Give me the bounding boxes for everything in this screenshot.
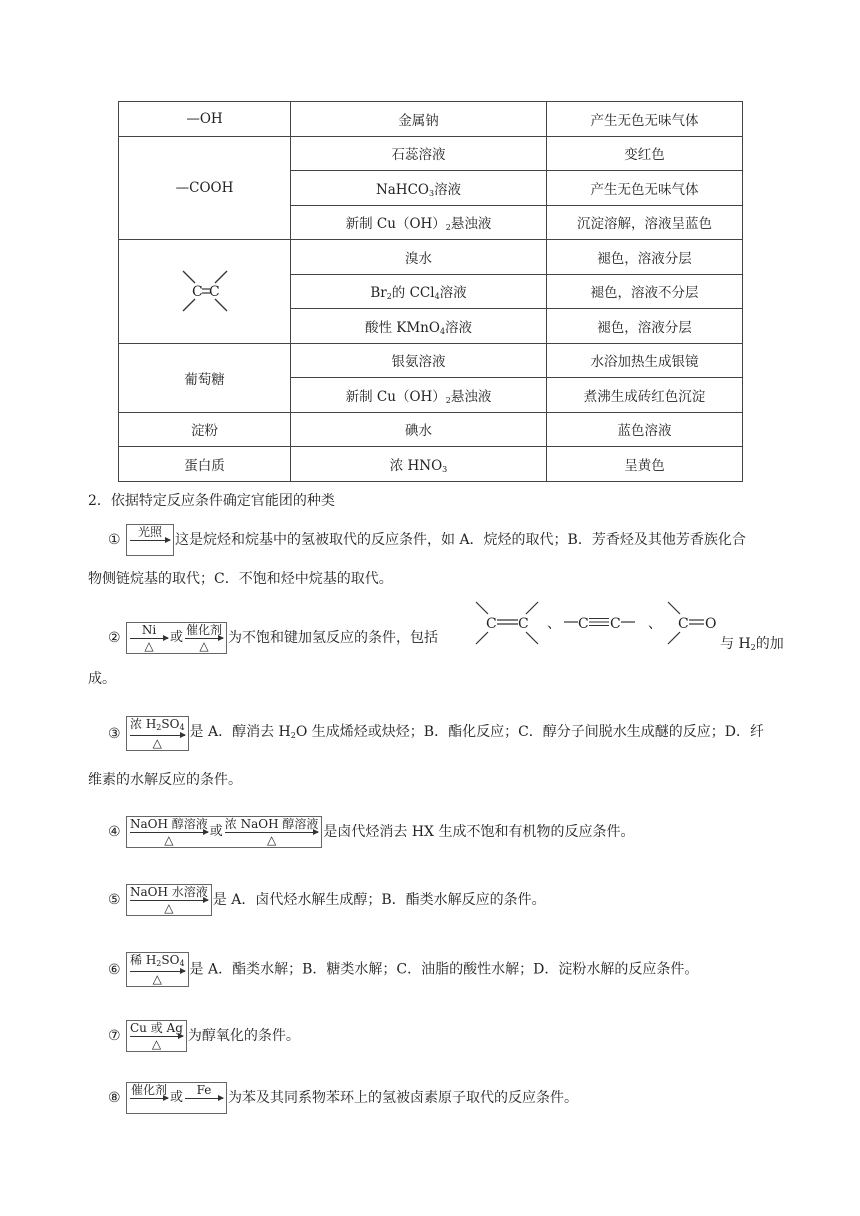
reagent-text: 新制 Cu（OH） xyxy=(345,216,446,233)
reaction-arrow-icon xyxy=(130,718,185,749)
or-text: 或 xyxy=(170,1090,184,1105)
reagent-text: 溶液 xyxy=(445,319,473,336)
reagent-text: 的 CCl xyxy=(391,285,435,302)
svg-text:C: C xyxy=(578,616,589,632)
group-cell-alkene xyxy=(119,240,291,344)
arrow-below-text: △ xyxy=(199,639,209,653)
reaction-condition-box xyxy=(126,1082,227,1114)
reaction-arrow-icon xyxy=(130,1084,168,1112)
reagent-text: NaHCO xyxy=(375,181,429,198)
reaction-arrow-icon xyxy=(130,954,185,985)
reagent-cell: 银氨溶液 xyxy=(291,343,547,378)
reaction-condition-box xyxy=(126,1020,187,1052)
item-text: 是 A．卤代烃水解生成醇；B．酯类水解反应的条件。 xyxy=(212,892,546,908)
condition-item-5 xyxy=(108,884,546,916)
arrow-above-text: NaOH 醇溶液 xyxy=(130,817,208,831)
item-text: 为苯及其同系物苯环上的氢被卤素原子取代的反应条件。 xyxy=(228,1090,579,1106)
item-number: ① xyxy=(108,532,121,548)
phenomenon-cell: 变红色 xyxy=(547,136,743,171)
condition-item-6 xyxy=(108,952,698,987)
table-row xyxy=(119,447,743,482)
item-text: 是卤代烃消去 HX 生成不饱和有机物的反应条件。 xyxy=(323,824,635,840)
reagent-text: 悬浊液 xyxy=(450,216,492,233)
item-text: 为醇氧化的条件。 xyxy=(187,1028,300,1044)
reagent-text: 悬浊液 xyxy=(450,388,492,405)
reaction-arrow-icon xyxy=(185,1084,223,1112)
item-text: 这是烷烃和烷基中的氢被取代的反应条件，如 A．烷烃的取代；B．芳香烃及其他芳香族化合 xyxy=(175,532,746,548)
condition-item-7 xyxy=(108,1020,300,1052)
condition-item-1 xyxy=(108,524,746,556)
reaction-arrow-icon xyxy=(130,818,208,846)
arrow-above-text: 光照 xyxy=(137,525,162,539)
svg-text:C: C xyxy=(678,616,689,632)
reaction-arrow-icon xyxy=(130,886,208,914)
item-number: ② xyxy=(108,630,121,646)
condition-item-4 xyxy=(108,816,634,848)
reagent-cell xyxy=(291,205,547,240)
reagent-cell xyxy=(291,309,547,344)
svg-text:、: 、 xyxy=(547,616,561,632)
condition-item-8 xyxy=(108,1082,578,1114)
reaction-condition-box xyxy=(126,622,227,654)
subscript: 2 xyxy=(386,292,392,302)
arrow-above-text: 稀 $H_2SO_4$ xyxy=(130,953,185,968)
table-row xyxy=(119,343,743,378)
phenomenon-cell: 蓝色溶液 xyxy=(547,412,743,447)
item-text: 与 H xyxy=(720,636,751,652)
arrow-above-text: Cu 或 Ag xyxy=(130,1021,183,1035)
svg-text:、: 、 xyxy=(648,616,662,632)
arrow-below-text: △ xyxy=(144,639,154,653)
arrow-above-text: Ni xyxy=(141,623,157,637)
reaction-arrow-icon xyxy=(130,526,170,554)
phenomenon-cell: 产生无色无味气体 xyxy=(547,171,743,206)
reaction-condition-box xyxy=(126,524,174,556)
reagent-text: 浓 HNO xyxy=(389,457,443,474)
item-text-continued: 物侧链烷基的取代；C．不饱和烃中烷基的取代。 xyxy=(88,571,393,587)
alkene-structure-icon xyxy=(165,263,245,319)
arrow-above-text: 浓 NaOH 醇溶液 xyxy=(224,817,319,831)
reaction-arrow-icon xyxy=(225,818,319,846)
reagent-text: 溶液 xyxy=(439,285,467,302)
arrow-below-text: △ xyxy=(164,833,174,847)
subscript: 3 xyxy=(428,188,435,198)
table-row xyxy=(119,412,743,447)
phenomenon-cell: 褪色，溶液分层 xyxy=(547,240,743,275)
group-cell: 淀粉 xyxy=(119,412,291,447)
unsaturated-bonds-structure-icon xyxy=(472,598,720,648)
reaction-arrow-icon xyxy=(130,1022,183,1050)
phenomenon-cell: 产生无色无味气体 xyxy=(547,102,743,137)
or-text: 或 xyxy=(209,824,223,839)
arrow-above-text: NaOH 水溶液 xyxy=(130,885,208,899)
svg-text:O: O xyxy=(705,616,717,632)
reagent-text: Br xyxy=(370,285,387,302)
item-text: 的加 xyxy=(755,636,784,652)
item-number: ⑧ xyxy=(108,1090,121,1106)
svg-text:C: C xyxy=(191,284,203,301)
condition-item-3 xyxy=(108,716,764,751)
phenomenon-cell: 煮沸生成砖红色沉淀 xyxy=(547,378,743,413)
item-text: 是 A．酯类水解；B．糖类水解；C．油脂的酸性水解；D．淀粉水解的反应条件。 xyxy=(189,961,699,978)
table-row xyxy=(119,136,743,171)
reagent-text: 溶液 xyxy=(434,181,462,198)
arrow-above-text: 催化剂 xyxy=(186,623,223,637)
table-row xyxy=(119,240,743,275)
phenomenon-cell: 褪色，溶液分层 xyxy=(547,309,743,344)
reagent-cell: 金属钠 xyxy=(291,102,547,137)
item-text-continued: 成。 xyxy=(88,671,116,687)
functional-group-table xyxy=(118,101,743,482)
arrow-below-text: △ xyxy=(152,736,162,750)
phenomenon-cell: 呈黄色 xyxy=(547,447,743,482)
subscript: 3 xyxy=(442,464,448,474)
item-text: 为不饱和键加氢反应的条件，包括 xyxy=(228,630,439,646)
reagent-cell xyxy=(291,274,547,309)
item-number: ③ xyxy=(108,725,121,742)
phenomenon-cell: 褪色，溶液不分层 xyxy=(547,274,743,309)
reaction-condition-box xyxy=(126,816,322,848)
reagent-cell: 溴水 xyxy=(291,240,547,275)
phenomenon-cell: 沉淀溶解，溶液呈蓝色 xyxy=(547,205,743,240)
reaction-condition-box xyxy=(126,716,189,751)
subscript: 4 xyxy=(439,326,446,336)
table-row xyxy=(119,102,743,137)
item-text-tail xyxy=(720,634,784,658)
svg-text:C: C xyxy=(486,616,497,632)
arrow-below-text: △ xyxy=(164,901,174,915)
arrow-above-text: 催化剂 xyxy=(130,1083,167,1097)
svg-text:C: C xyxy=(518,616,529,632)
group-cell: 蛋白质 xyxy=(119,447,291,482)
condition-item-2 xyxy=(108,622,438,654)
reaction-condition-box xyxy=(126,952,189,987)
reagent-text: 新制 Cu（OH） xyxy=(345,388,446,405)
arrow-below-text: △ xyxy=(152,972,162,986)
reagent-cell xyxy=(291,447,547,482)
item-number: ⑤ xyxy=(108,892,121,908)
item-number: ④ xyxy=(108,824,121,840)
item-text: 是 A．醇消去 $H_2O$ 生成烯烃或炔烃；B．酯化反应；C．醇分子间脱水生成醚的反应；D．纤 xyxy=(189,723,765,740)
reagent-cell: 碘水 xyxy=(291,412,547,447)
subscript: 2 xyxy=(445,223,451,233)
subscript: 4 xyxy=(434,292,440,302)
reagent-cell: 石蕊溶液 xyxy=(291,136,547,171)
reaction-arrow-icon xyxy=(185,624,223,652)
reaction-arrow-icon xyxy=(130,624,168,652)
group-cell: —OH xyxy=(119,102,291,137)
arrow-below-text: △ xyxy=(266,833,277,847)
phenomenon-cell: 水浴加热生成银镜 xyxy=(547,343,743,378)
item-text-continued: 维素的水解反应的条件。 xyxy=(88,772,242,788)
reagent-text: 酸性 KMnO xyxy=(364,319,440,336)
arrow-below-text: △ xyxy=(151,1037,162,1051)
reagent-cell xyxy=(291,378,547,413)
group-cell: 葡萄糖 xyxy=(119,343,291,412)
section-heading: 2．依据特定反应条件确定官能团的种类 xyxy=(88,493,335,509)
reaction-condition-box xyxy=(126,884,212,916)
svg-text:C: C xyxy=(610,616,621,632)
group-cell: —COOH xyxy=(119,136,291,240)
reagent-cell xyxy=(291,171,547,206)
subscript: 2 xyxy=(750,643,756,652)
or-text: 或 xyxy=(170,630,184,645)
subscript: 2 xyxy=(445,395,451,405)
arrow-above-text: Fe xyxy=(196,1083,212,1097)
item-number: ⑦ xyxy=(108,1028,121,1044)
item-number: ⑥ xyxy=(108,961,121,978)
svg-text:C: C xyxy=(208,284,220,301)
arrow-above-text: 浓 $H_2SO_4$ xyxy=(130,717,185,732)
